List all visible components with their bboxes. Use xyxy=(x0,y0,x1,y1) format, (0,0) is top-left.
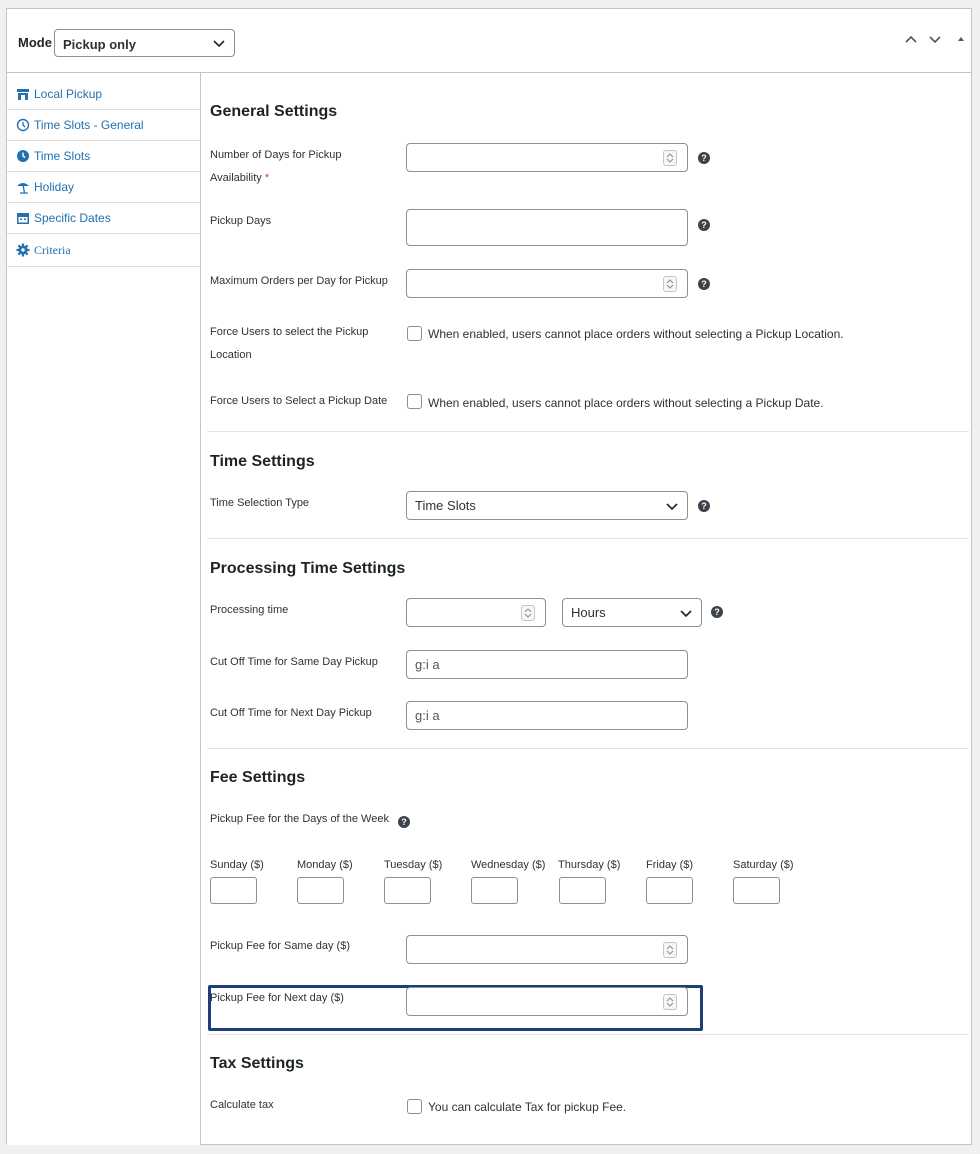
sunday-fee-input[interactable] xyxy=(210,877,257,904)
tax-settings-title: Tax Settings xyxy=(210,1055,304,1072)
saturday-fee-label: Saturday ($) xyxy=(733,859,794,871)
help-icon[interactable]: ? xyxy=(698,278,710,290)
number-spinner-icon[interactable] xyxy=(663,150,677,166)
sidebar-item-time-slots-general[interactable] xyxy=(7,110,200,141)
fee-settings-title: Fee Settings xyxy=(210,769,306,786)
number-spinner-icon[interactable] xyxy=(663,276,677,292)
number-spinner-icon[interactable] xyxy=(663,994,677,1010)
sunday-fee-label: Sunday ($) xyxy=(210,859,264,871)
beach-umbrella-icon xyxy=(16,180,30,194)
max-orders-input[interactable] xyxy=(406,269,688,298)
wednesday-fee-input[interactable] xyxy=(471,877,518,904)
friday-fee-label: Friday ($) xyxy=(646,859,694,871)
cutoff-next-day-input[interactable] xyxy=(406,701,688,730)
chevron-down-icon xyxy=(212,36,226,50)
move-up-icon[interactable] xyxy=(903,31,919,47)
pickup-days-input[interactable] xyxy=(406,209,688,246)
pickup-days-label: Pickup Days xyxy=(210,215,272,227)
mode-label: Mode xyxy=(18,35,52,50)
number-spinner-icon[interactable] xyxy=(663,942,677,958)
wednesday-fee-label: Wednesday ($) xyxy=(471,859,546,871)
gear-icon xyxy=(16,243,30,257)
clock-icon xyxy=(16,149,30,163)
thursday-fee-label: Thursday ($) xyxy=(558,859,621,871)
mode-select-value: Pickup only xyxy=(63,37,136,52)
clock-outline-icon xyxy=(16,118,30,132)
required-marker: * xyxy=(264,172,270,184)
sidebar-item-specific-dates[interactable] xyxy=(7,203,200,234)
friday-fee-input[interactable] xyxy=(646,877,693,904)
force-date-description: When enabled, users cannot place orders without selecting a Pickup Date. xyxy=(428,396,824,410)
force-date-checkbox[interactable] xyxy=(407,394,422,409)
time-selection-type-value: Time Slots xyxy=(415,498,476,513)
help-icon[interactable]: ? xyxy=(711,606,723,618)
number-spinner-icon[interactable] xyxy=(521,605,535,621)
monday-fee-input[interactable] xyxy=(297,877,344,904)
force-location-checkbox[interactable] xyxy=(407,326,422,341)
days-availability-input[interactable] xyxy=(406,143,688,172)
settings-main xyxy=(201,73,972,1145)
time-selection-type-label: Time Selection Type xyxy=(210,497,310,509)
tuesday-fee-input[interactable] xyxy=(384,877,431,904)
sidebar-item-label: Holiday xyxy=(34,180,75,194)
cutoff-next-day-label: Cut Off Time for Next Day Pickup xyxy=(210,707,372,719)
sidebar-item-local-pickup[interactable] xyxy=(7,73,200,110)
days-availability-label: Number of Days for Pickup Availability * xyxy=(210,149,342,184)
cutoff-same-day-input[interactable] xyxy=(406,650,688,679)
calculate-tax-checkbox[interactable] xyxy=(407,1099,422,1114)
calculate-tax-label: Calculate tax xyxy=(210,1099,274,1111)
settings-sidebar xyxy=(7,73,201,1145)
thursday-fee-input[interactable] xyxy=(559,877,606,904)
weekday-fee-label: Pickup Fee for the Days of the Week xyxy=(210,813,389,825)
section-divider xyxy=(207,748,969,749)
section-divider xyxy=(207,1034,969,1035)
processing-unit-value: Hours xyxy=(571,605,606,620)
help-icon[interactable]: ? xyxy=(698,152,710,164)
processing-settings-title: Processing Time Settings xyxy=(210,560,406,577)
processing-unit-select[interactable] xyxy=(562,598,702,627)
force-date-label: Force Users to Select a Pickup Date xyxy=(210,395,388,407)
sidebar-item-time-slots[interactable] xyxy=(7,141,200,172)
force-location-description: When enabled, users cannot place orders without selecting a Pickup Location. xyxy=(428,327,844,341)
panel-header xyxy=(7,9,971,73)
mode-select[interactable] xyxy=(54,29,235,57)
sidebar-item-criteria[interactable] xyxy=(7,234,200,267)
time-settings-title: Time Settings xyxy=(210,453,315,470)
same-day-fee-input[interactable] xyxy=(406,935,688,964)
chevron-down-icon xyxy=(679,606,693,620)
settings-panel xyxy=(6,8,972,1145)
sidebar-item-holiday[interactable] xyxy=(7,172,200,203)
next-day-fee-input[interactable] xyxy=(406,987,688,1016)
move-down-icon[interactable] xyxy=(927,31,943,47)
sidebar-item-label: Time Slots xyxy=(34,149,91,163)
monday-fee-label: Monday ($) xyxy=(297,859,353,871)
section-divider xyxy=(207,431,969,432)
chevron-down-icon xyxy=(665,499,679,513)
store-icon xyxy=(16,87,30,101)
cutoff-same-day-label: Cut Off Time for Same Day Pickup xyxy=(210,656,378,668)
tuesday-fee-label: Tuesday ($) xyxy=(384,859,443,871)
section-divider xyxy=(207,538,969,539)
cutoff-next-day-value: g:i a xyxy=(415,708,440,723)
force-location-label: Force Users to select the Pickup Location xyxy=(210,326,369,361)
calendar-icon xyxy=(16,211,30,225)
sidebar-item-label: Criteria xyxy=(34,242,71,257)
sidebar-item-label: Local Pickup xyxy=(34,87,103,101)
collapse-toggle-icon[interactable] xyxy=(953,31,969,47)
time-selection-type-select[interactable] xyxy=(406,491,688,520)
general-settings-title: General Settings xyxy=(210,103,338,120)
processing-time-label: Processing time xyxy=(210,604,289,616)
same-day-fee-label: Pickup Fee for Same day ($) xyxy=(210,940,351,952)
sidebar-item-label: Time Slots - General xyxy=(34,118,144,132)
calculate-tax-description: You can calculate Tax for pickup Fee. xyxy=(428,1100,627,1114)
help-icon[interactable]: ? xyxy=(698,500,710,512)
processing-time-input[interactable] xyxy=(406,598,546,627)
help-icon[interactable]: ? xyxy=(698,219,710,231)
max-orders-label: Maximum Orders per Day for Pickup xyxy=(210,275,388,287)
saturday-fee-input[interactable] xyxy=(733,877,780,904)
next-day-fee-label: Pickup Fee for Next day ($) xyxy=(210,992,344,1004)
sidebar-item-label: Specific Dates xyxy=(34,211,111,225)
help-icon[interactable]: ? xyxy=(398,816,410,828)
cutoff-same-day-value: g:i a xyxy=(415,657,440,672)
